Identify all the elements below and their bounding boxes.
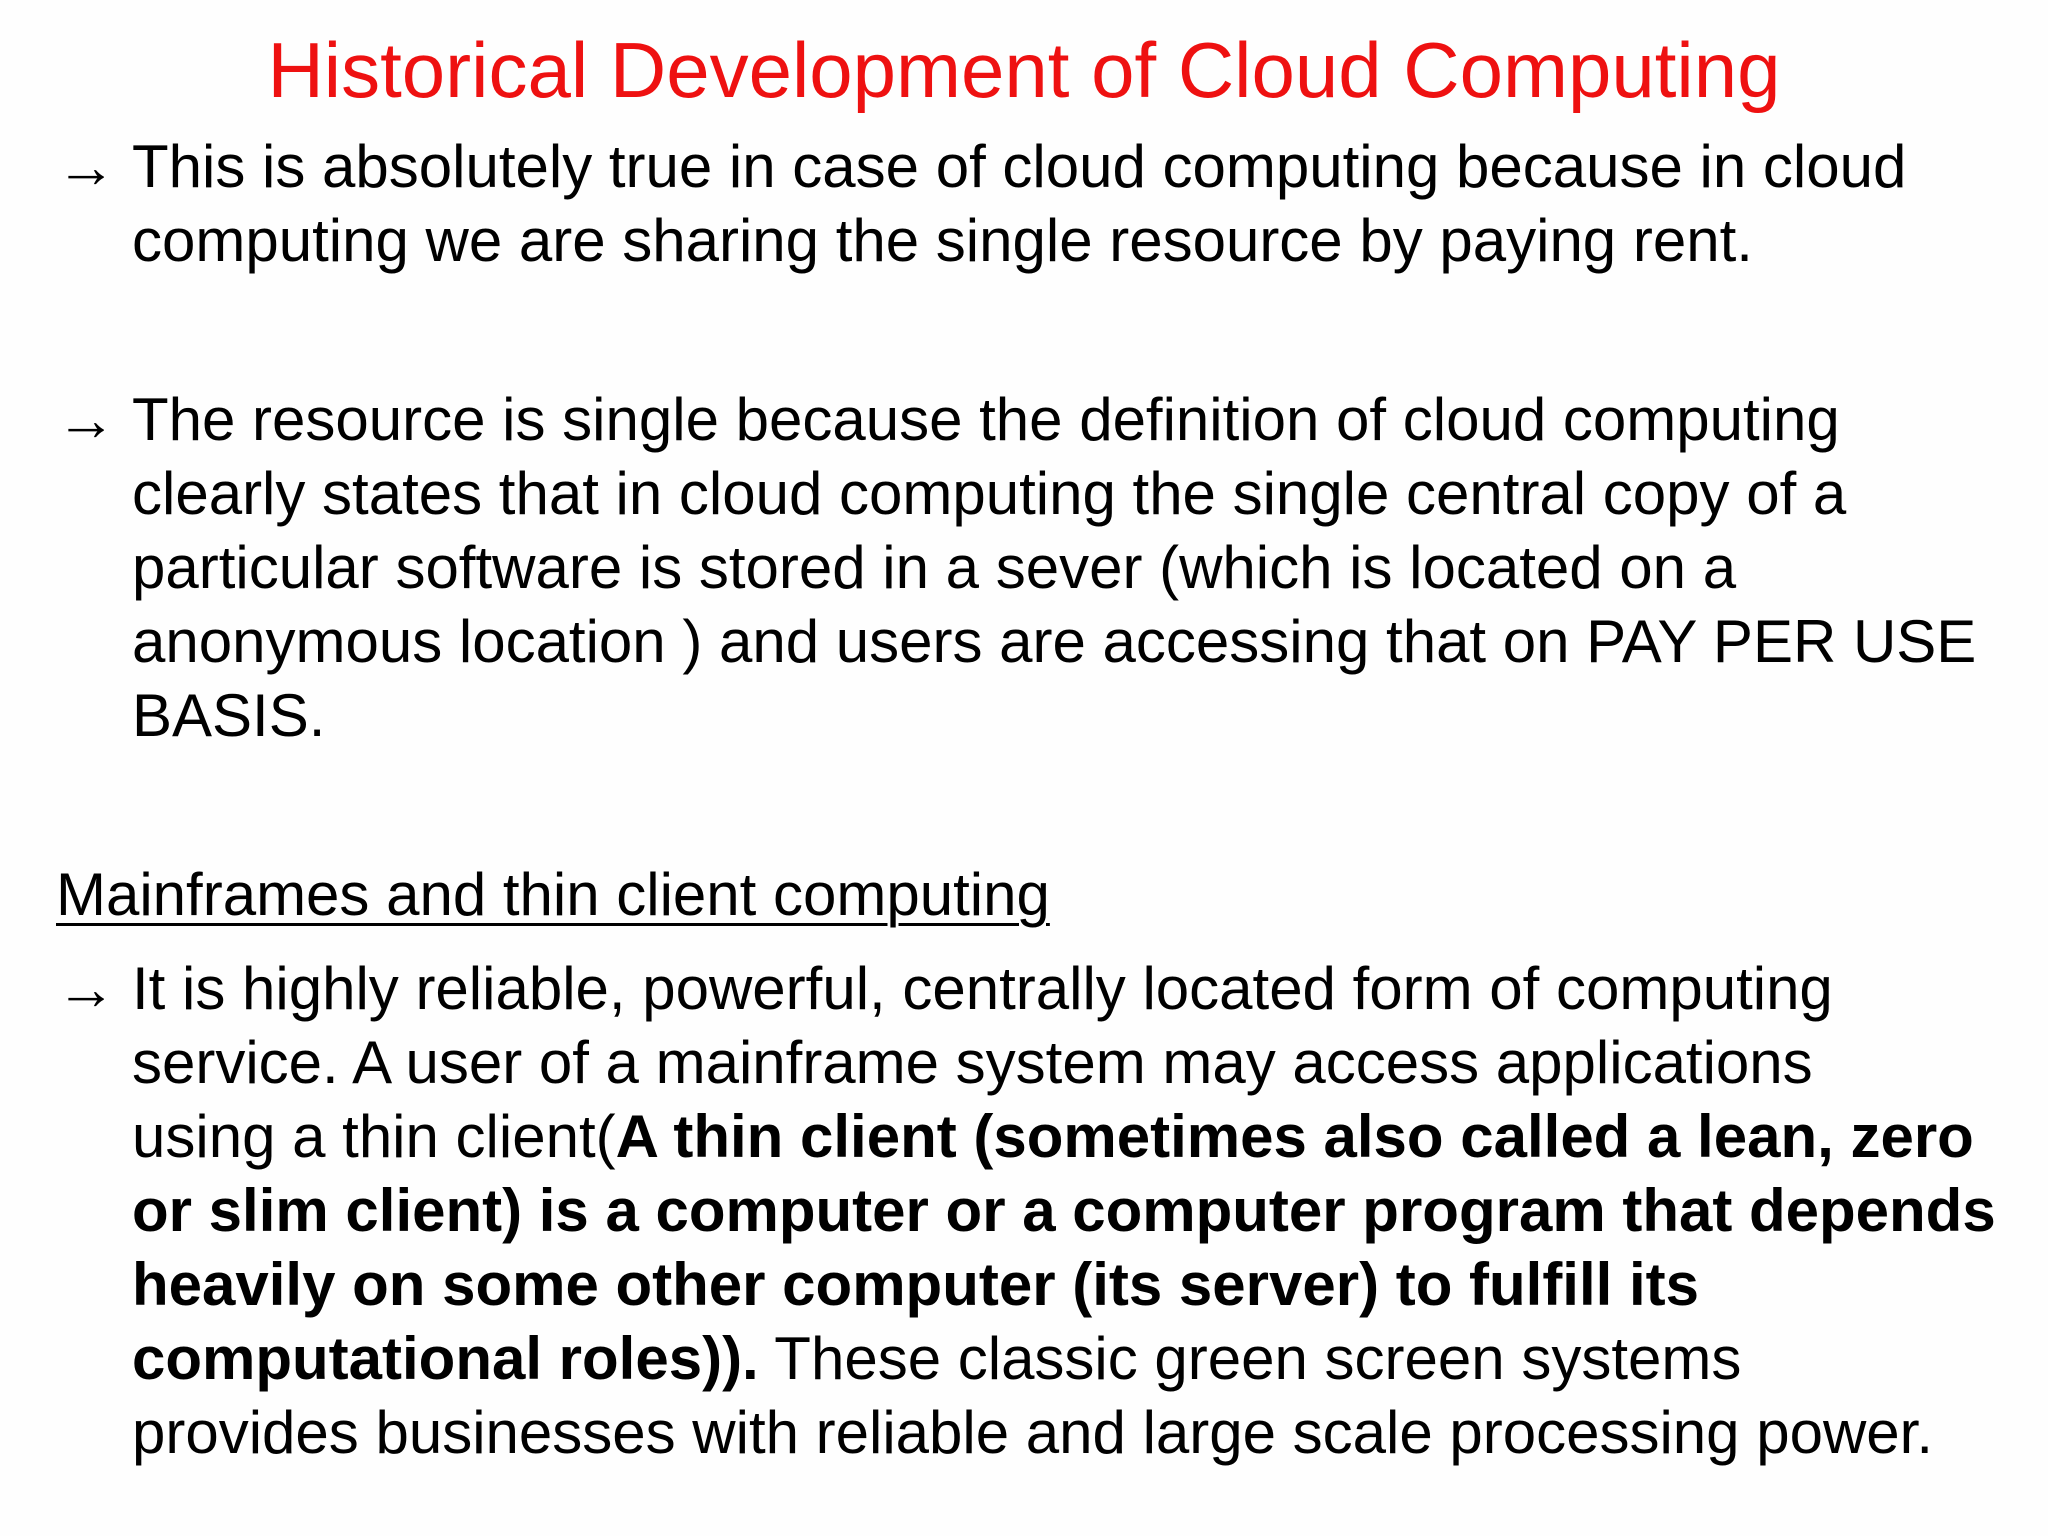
bullet-point-1	[56, 130, 2016, 278]
point-1-line-2: computing we are sharing the single resource by paying rent.	[132, 207, 1753, 274]
point-2-line-5: BASIS.	[132, 682, 326, 749]
point-3-line-6	[56, 1322, 2016, 1396]
arrow-icon: →	[56, 955, 116, 1022]
point-3-line-3	[56, 1100, 2016, 1174]
arrow-icon: →	[56, 386, 116, 453]
point-3-line-7: provides businesses with reliable and large scale processing power.	[132, 1399, 1933, 1466]
arrow-icon: →	[56, 133, 116, 200]
point-2-line-2: clearly states that in cloud computing the single central copy of a	[132, 460, 1847, 527]
point-2-line-1: The resource is single because the definition of cloud computing	[132, 386, 1840, 453]
bullet-point-2	[56, 383, 2016, 753]
point-2-line-4: anonymous location ) and users are accessing that on PAY PER USE	[132, 608, 1977, 675]
point-3-line-6-regular: These classic green screen systems	[758, 1325, 1742, 1392]
thin-client-definition-line-2: or slim client) is a computer or a computer program that depends	[132, 1177, 1996, 1244]
thin-client-definition-start: A thin client (sometimes also called a lean, zero	[615, 1103, 1974, 1170]
point-3-line-3-regular: using a thin client(	[132, 1103, 616, 1170]
point-3-line-1: It is highly reliable, powerful, centrally located form of computing	[132, 955, 1833, 1022]
point-2-line-3: particular software is stored in a sever (which is located on a	[132, 534, 1737, 601]
section-heading: Mainframes and thin client computing	[56, 861, 1050, 928]
thin-client-definition-end: computational roles)).	[132, 1325, 759, 1392]
point-1-line-1: This is absolutely true in case of cloud computing because in cloud	[132, 133, 1907, 200]
thin-client-definition-line-3: heavily on some other computer (its server) to fulfill its	[132, 1251, 1700, 1318]
slide-title: Historical Development of Cloud Computing	[267, 26, 1781, 114]
point-3-line-2: service. A user of a mainframe system may access applications	[132, 1029, 1813, 1096]
bullet-point-3	[56, 952, 2016, 1470]
